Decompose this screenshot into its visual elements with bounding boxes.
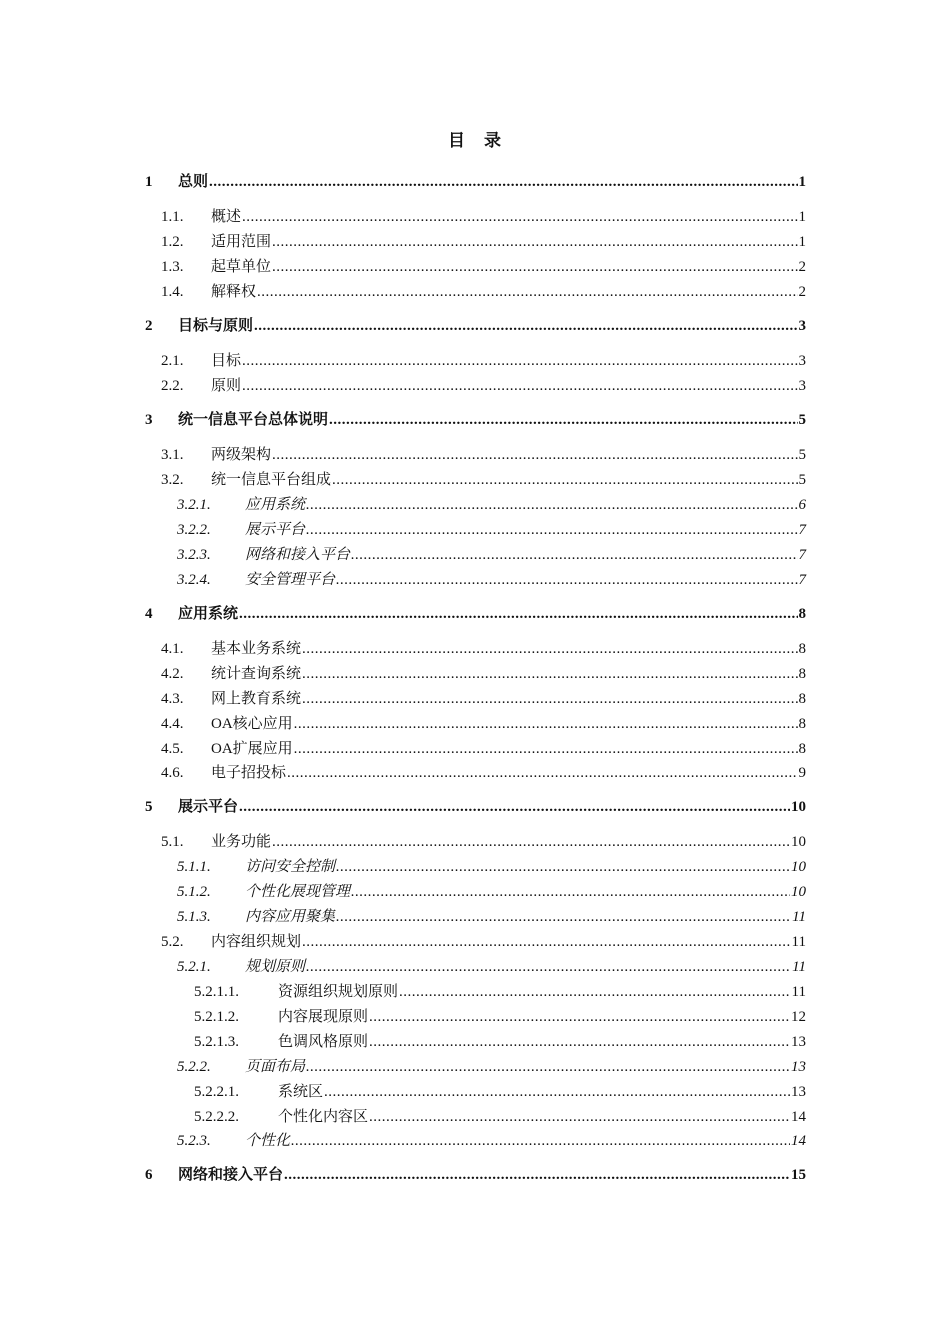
toc-entry-number: 3.2.1. [177,497,211,513]
toc-dot-leader [369,1031,790,1053]
toc-dot-leader [272,256,797,278]
toc-entry-number: 2 [145,318,153,334]
toc-entry-number: 4.6. [161,765,184,781]
toc-entry-label: OA核心应用 [211,716,293,732]
toc-dot-leader [294,738,798,760]
toc-entry-number: 4.4. [161,716,184,732]
toc-entry-page-number: 11 [791,984,806,1000]
toc-entry-page-number: 2 [798,284,806,300]
toc-entry-label: 色调风格原则 [278,1034,369,1050]
toc-dot-leader [272,444,797,466]
toc-dot-leader [329,409,797,431]
toc-dot-leader [302,688,797,710]
toc-entry-label: 电子招投标 [211,765,287,781]
toc-entry-page-number: 13 [791,1034,806,1050]
toc-entry-level-2[interactable] [145,762,806,784]
toc-entry-level-1[interactable] [145,1164,806,1186]
toc-entry-level-2[interactable] [145,638,806,660]
toc-entry-level-2[interactable] [145,206,806,228]
toc-entry-level-2[interactable] [145,469,806,491]
toc-entry-page-number: 11 [792,959,806,975]
toc-dot-leader [254,315,797,337]
toc-entry-level-4[interactable] [145,1006,806,1028]
toc-entry-level-1[interactable] [145,315,806,337]
toc-entry-label: 展示平台 [178,799,239,815]
toc-entry-number: 3.2.2. [177,522,211,538]
toc-entry-number: 3.2.3. [177,547,211,563]
toc-entry-level-4[interactable] [145,981,806,1003]
toc-entry-page-number: 12 [791,1009,806,1025]
toc-dot-leader [306,1056,790,1078]
toc-entry-page-number: 9 [798,765,806,781]
toc-entry-number: 4.5. [161,741,184,757]
toc-entry-number: 4 [145,606,153,622]
toc-entry-number: 1.3. [161,259,184,275]
toc-entry-number: 5.2.3. [177,1133,211,1149]
toc-entry-number: 5.2.2.2. [194,1109,239,1125]
toc-entry-level-2[interactable] [145,713,806,735]
toc-entry-number: 5.2.1.3. [194,1034,239,1050]
toc-entry-number: 1.2. [161,234,184,250]
toc-entry-level-4[interactable] [145,1031,806,1053]
toc-entry-page-number: 8 [798,666,806,682]
toc-entry-level-2[interactable] [145,281,806,303]
toc-entry-number: 1.4. [161,284,184,300]
toc-entry-page-number: 8 [798,691,806,707]
toc-entry-page-number: 10 [791,799,806,815]
toc-entry-page-number: 13 [791,1059,806,1075]
toc-entry-page-number: 8 [798,641,806,657]
toc-dot-leader [209,171,797,193]
toc-entry-number: 5.2.1.2. [194,1009,239,1025]
toc-entry-page-number: 7 [798,572,806,588]
toc-entry-number: 5.2. [161,934,184,950]
toc-entry-page-number: 1 [798,174,806,190]
toc-dot-leader [369,1006,790,1028]
toc-entry-page-number: 6 [798,497,806,513]
toc-entry-level-3[interactable] [145,856,806,878]
toc-entry-page-number: 3 [798,318,806,334]
toc-entry-level-1[interactable] [145,171,806,193]
toc-entry-label: 统一信息平台总体说明 [178,412,329,428]
toc-entry-label: 概述 [211,209,242,225]
toc-entry-number: 2.1. [161,353,184,369]
toc-entry-label: 个性化内容区 [278,1109,369,1125]
toc-entry-label: OA扩展应用 [211,741,293,757]
toc-entry-level-2[interactable] [145,931,806,953]
toc-entry-number: 2.2. [161,378,184,394]
toc-entry-label: 目标与原则 [178,318,254,334]
toc-entry-label: 资源组织规划原则 [278,984,399,1000]
toc-entry-level-2[interactable] [145,231,806,253]
toc-entry-page-number: 11 [791,934,806,950]
toc-entry-level-2[interactable] [145,256,806,278]
toc-entry-level-1[interactable] [145,796,806,818]
toc-entry-page-number: 15 [791,1167,806,1183]
toc-dot-leader [302,931,791,953]
toc-entry-number: 3.2.4. [177,572,211,588]
toc-dot-leader [284,1164,790,1186]
toc-entry-level-4[interactable] [145,1081,806,1103]
toc-entry-page-number: 10 [791,884,806,900]
toc-dot-leader [302,663,797,685]
toc-dot-leader [369,1106,790,1128]
toc-entry-number: 3 [145,412,153,428]
toc-entry-label: 网络和接入平台 [178,1167,284,1183]
toc-entry-level-3[interactable] [145,519,806,541]
toc-entry-number: 5.2.2. [177,1059,211,1075]
toc-entry-label: 解释权 [211,284,257,300]
toc-entry-page-number: 13 [791,1084,806,1100]
toc-entry-label: 目标 [211,353,242,369]
toc-dot-leader [336,856,790,878]
toc-entry-number: 3.2. [161,472,184,488]
toc-entry-page-number: 10 [791,859,806,875]
toc-entry-number: 1.1. [161,209,184,225]
toc-dot-leader [306,494,797,516]
toc-entry-level-3[interactable] [145,956,806,978]
toc-entry-level-2[interactable] [145,444,806,466]
toc-dot-leader [239,603,797,625]
toc-dot-leader [242,350,797,372]
toc-dot-leader [242,206,797,228]
toc-entry-page-number: 8 [798,606,806,622]
toc-entry-level-1[interactable] [145,409,806,431]
toc-title: 目 录 [448,131,502,150]
toc-entry-level-3[interactable] [145,1056,806,1078]
toc-entry-label: 内容组织规划 [211,934,302,950]
toc-dot-leader [294,713,798,735]
toc-dot-leader [291,1130,790,1152]
toc-entry-number: 5.1. [161,834,184,850]
toc-entry-label: 两级架构 [211,447,272,463]
toc-entry-label: 系统区 [278,1084,324,1100]
toc-entry-page-number: 8 [798,716,806,732]
toc-entry-label: 总则 [178,174,209,190]
toc-entry-level-2[interactable] [145,738,806,760]
toc-entry-label: 访问安全控制 [245,859,336,875]
toc-entry-page-number: 5 [798,447,806,463]
toc-dot-leader [302,638,797,660]
toc-dot-leader [306,519,797,541]
toc-dot-leader [242,375,797,397]
toc-dot-leader [351,881,790,903]
toc-entry-label: 业务功能 [211,834,272,850]
toc-entry-label: 网络和接入平台 [245,547,351,563]
toc-entry-page-number: 14 [791,1133,806,1149]
toc-entry-number: 5.1.3. [177,909,211,925]
toc-entry-page-number: 8 [798,741,806,757]
toc-entry-level-3[interactable] [145,544,806,566]
toc-entry-number: 4.2. [161,666,184,682]
toc-dot-leader [306,956,791,978]
toc-entry-level-3[interactable] [145,569,806,591]
toc-entry-level-2[interactable] [145,688,806,710]
toc-dot-leader [332,469,797,491]
toc-dot-leader [272,831,790,853]
toc-entry-number: 5.1.2. [177,884,211,900]
toc-entry-level-2[interactable] [145,663,806,685]
toc-entry-number: 6 [145,1167,153,1183]
toc-entry-page-number: 7 [798,522,806,538]
toc-entry-label: 页面布局 [245,1059,306,1075]
toc-entry-page-number: 5 [798,412,806,428]
toc-entry-label: 统计查询系统 [211,666,302,682]
toc-entry-page-number: 5 [798,472,806,488]
toc-dot-leader [324,1081,790,1103]
toc-entry-label: 个性化展现管理 [245,884,351,900]
toc-dot-leader [287,762,797,784]
toc-entry-number: 5.2.1. [177,959,211,975]
toc-entry-label: 网上教育系统 [211,691,302,707]
toc-entry-number: 5.2.1.1. [194,984,239,1000]
toc-entry-label: 基本业务系统 [211,641,302,657]
toc-entry-level-2[interactable] [145,375,806,397]
toc-entry-label: 个性化 [245,1133,291,1149]
toc-entry-level-4[interactable] [145,1106,806,1128]
toc-entry-label: 规划原则 [245,959,306,975]
toc-entry-label: 安全管理平台 [245,572,336,588]
toc-entry-label: 内容应用聚集 [245,909,336,925]
toc-entry-page-number: 3 [798,353,806,369]
toc-entry-label: 应用系统 [178,606,239,622]
toc-entry-page-number: 10 [791,834,806,850]
toc-entry-number: 3.1. [161,447,184,463]
toc-entry-number: 4.1. [161,641,184,657]
toc-entry-page-number: 2 [798,259,806,275]
toc-entry-level-3[interactable] [145,1130,806,1152]
toc-entry-label: 原则 [211,378,242,394]
toc-entry-page-number: 7 [798,547,806,563]
toc-entry-page-number: 1 [798,209,806,225]
toc-entry-page-number: 1 [798,234,806,250]
toc-entry-label: 适用范围 [211,234,272,250]
toc-entry-number: 4.3. [161,691,184,707]
toc-entry-level-3[interactable] [145,881,806,903]
toc-entry-number: 5 [145,799,153,815]
toc-dot-leader [351,544,797,566]
toc-dot-leader [257,281,797,303]
toc-entry-label: 应用系统 [245,497,306,513]
toc-dot-leader [239,796,790,818]
toc-entry-label: 展示平台 [245,522,306,538]
toc-dot-leader [399,981,791,1003]
toc-entry-number: 5.2.2.1. [194,1084,239,1100]
toc-entry-level-2[interactable] [145,350,806,372]
toc-entry-label: 起草单位 [211,259,272,275]
toc-dot-leader [272,231,797,253]
toc-entry-page-number: 11 [792,909,806,925]
toc-entry-level-1[interactable] [145,603,806,625]
toc-entry-label: 内容展现原则 [278,1009,369,1025]
toc-entry-page-number: 14 [791,1109,806,1125]
toc-entry-page-number: 3 [798,378,806,394]
toc-dot-leader [336,569,797,591]
toc-entry-level-2[interactable] [145,831,806,853]
toc-entry-level-3[interactable] [145,494,806,516]
toc-entry-label: 统一信息平台组成 [211,472,332,488]
toc-dot-leader [336,906,791,928]
toc-entry-number: 5.1.1. [177,859,211,875]
toc-entry-level-3[interactable] [145,906,806,928]
toc-entry-number: 1 [145,174,153,190]
